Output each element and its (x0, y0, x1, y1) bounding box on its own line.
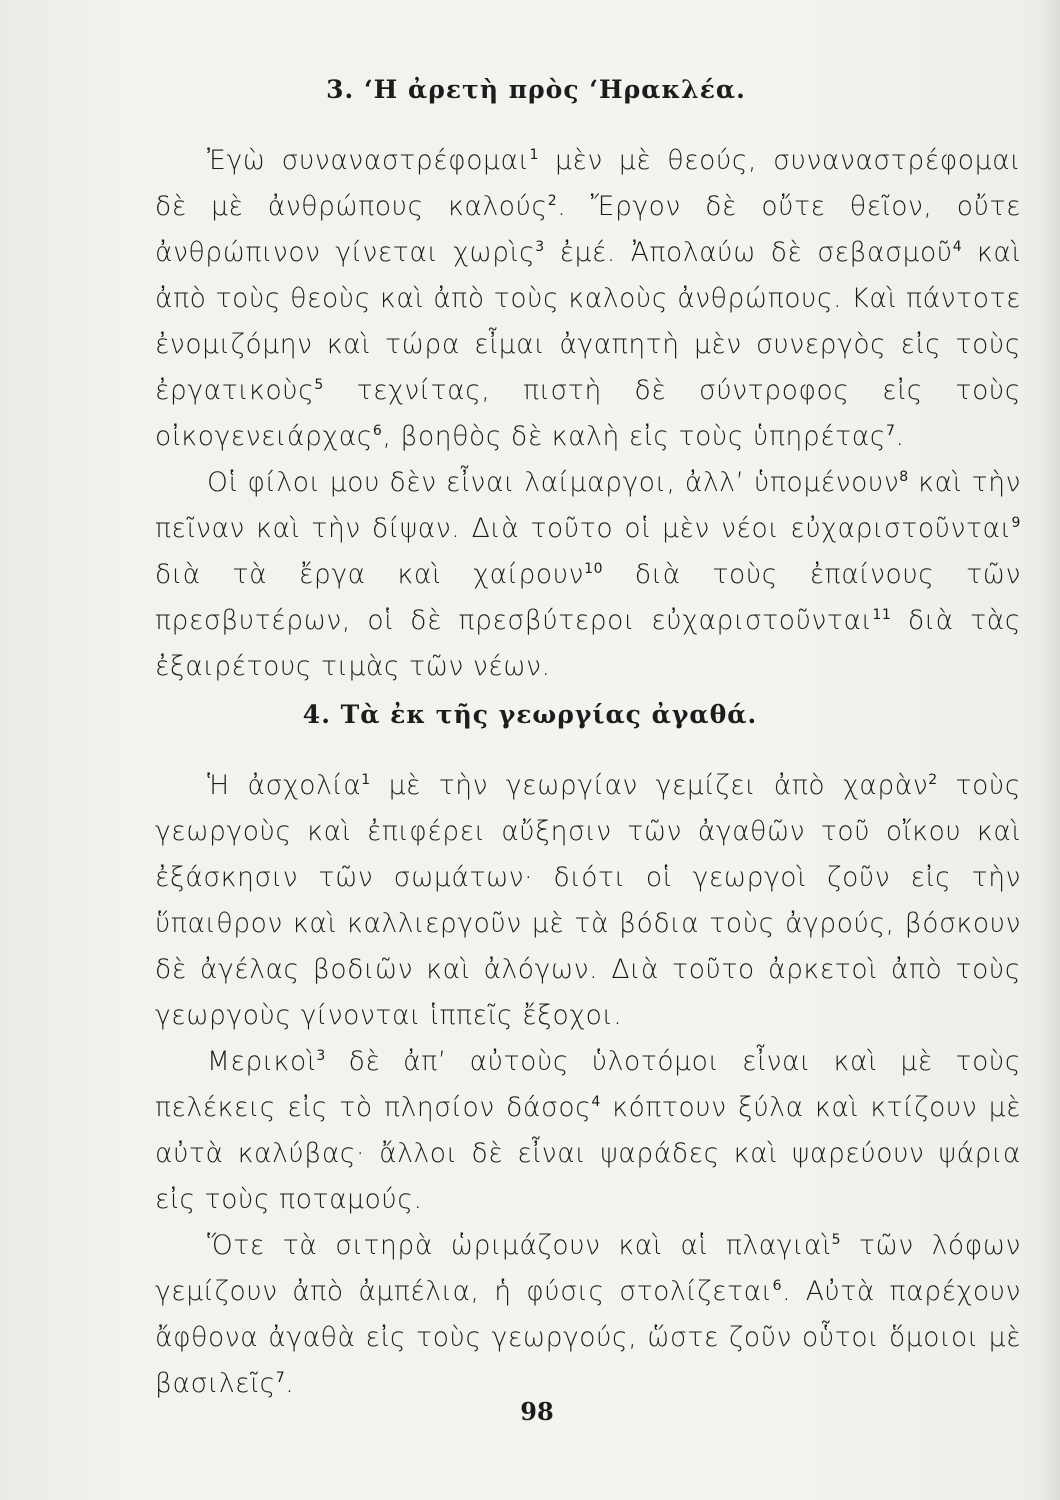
text-run: μὲν μὲ θεούς, συναναστρέφομαι δὲ μὲ ἀνθρώπους καλούς (155, 145, 1021, 222)
text-run: διὰ τὰ ἔργα καὶ χαίρουν (155, 559, 585, 590)
text-run: μὲ τὴν γεωργίαν γεμίζει ἀπὸ χαρὰν (370, 770, 929, 801)
footnote-marker: 7 (886, 423, 896, 440)
footnote-marker: 4 (591, 1094, 601, 1111)
paragraph (155, 1223, 1021, 1407)
text-run: τοὺς γεωργοὺς καὶ ἐπιφέρει αὔξησιν τῶν ἀγαθῶν τοῦ οἴκου καὶ ἐξάσκησιν τῶν σωμάτων· διότι οἱ γεωργοὶ ζοῦν εἰς τὴν ὕπαιθρον καὶ καλλιεργοῦν μὲ τὰ βόδια τοὺς ἀγρούς, βόσκουν δὲ ἀγέλας βοδιῶν καὶ ἀλόγων. Διὰ τοῦτο ἀρκετοὶ ἀπὸ τοὺς γεωργοὺς γίνονται ἱππεῖς ἔξοχοι. (155, 770, 1021, 1031)
paragraph (155, 138, 1021, 460)
footnote-marker: 3 (316, 1048, 326, 1065)
paragraph (155, 460, 1021, 690)
text-run: ἐμέ. Ἀπολαύω δὲ σεβασμοῦ (544, 237, 953, 268)
text-run: , βοηθὸς δὲ καλὴ εἰς τοὺς ὑπηρέτας (382, 421, 887, 452)
text-run: . (895, 421, 905, 452)
footnote-marker: 10 (584, 561, 604, 578)
footnote-marker: 2 (547, 193, 558, 210)
text-run: καὶ τὴν πεῖναν καὶ τὴν δίψαν. Διὰ τοῦτο οἱ μὲν νέοι εὐχαριστοῦνται (155, 467, 1021, 544)
text-run: τεχνίτας, πιστὴ δὲ σύντροφος εἰς τοὺς οἰκογενειάρχας (155, 375, 1021, 452)
text-run: . Ἔργον δὲ οὔτε θεῖον, οὔτε ἀνθρώπινον γίνεται χωρὶς (155, 191, 1021, 268)
footnote-marker: 5 (831, 1232, 842, 1249)
footnote-marker: 3 (535, 239, 545, 256)
page-edge-shadow (1038, 0, 1060, 1500)
footnote-marker: 11 (872, 607, 892, 624)
text-run: Ἡ ἀσχολία (207, 770, 362, 801)
text-run: Οἱ φίλοι μου δὲν εἶναι λαίμαργοι, ἀλλ’ ὑπομένουν (207, 467, 900, 498)
text-run: καὶ ἀπὸ τοὺς θεοὺς καὶ ἀπὸ τοὺς καλοὺς ἀνθρώπους. Καὶ πάντοτε ἐνομιζόμην καὶ τώρα εἶμαι ἀγαπητὴ μὲν συνεργὸς εἰς τοὺς ἐργατικοὺς (155, 237, 1022, 406)
text-run: Μερικοὶ (207, 1046, 317, 1077)
section-body-4 (155, 763, 1021, 1407)
text-run: δὲ ἀπ’ αὐτοὺς ὑλοτόμοι εἶναι καὶ μὲ τοὺς πελέκεις εἰς τὸ πλησίον δάσος (155, 1046, 1021, 1123)
text-run: . Αὐτὰ παρέχουν ἄφθονα ἀγαθὰ εἰς τοὺς γεωργούς, ὥστε ζοῦν οὗτοι ὅμοιοι μὲ βασιλεῖς (155, 1276, 1021, 1399)
section-title-3: 3. ‘Η ἀρετὴ πρὸς ‘Ηρακλέα. (326, 75, 746, 104)
footnote-marker: 1 (529, 147, 539, 164)
section-title-4: 4. Τὰ ἐκ τῆς γεωργίας ἀγαθά. (302, 700, 758, 729)
footnote-marker: 1 (361, 772, 371, 789)
footnote-marker: 9 (1011, 515, 1021, 532)
text-run: . (285, 1368, 295, 1399)
footnote-marker: 4 (952, 239, 963, 256)
footnote-marker: 8 (899, 469, 909, 486)
paragraph (155, 1039, 1021, 1223)
text-run: διὰ τὰς ἐξαιρέτους τιμὰς τῶν νέων. (155, 605, 1021, 682)
text-run: Ἐγὼ συναναστρέφομαι (207, 145, 530, 176)
text-run: διὰ τοὺς ἐπαίνους τῶν πρεσβυτέρων, οἱ δὲ πρεσβύτεροι εὐχαριστοῦνται (155, 559, 1021, 636)
paragraph (155, 763, 1021, 1039)
footnote-marker: 5 (314, 377, 324, 394)
page-number: 98 (520, 1397, 554, 1426)
text-run: κόπτουν ξύλα καὶ κτίζουν μὲ αὐτὰ καλύβας· ἄλλοι δὲ εἶναι ψαράδες καὶ ψαρεύουν ψάρια εἰς τοὺς ποταμούς. (155, 1092, 1022, 1215)
text-run: Ὅτε τὰ σιτηρὰ ὡριμάζουν καὶ αἱ πλαγιαὶ (207, 1230, 832, 1261)
section-body-3 (155, 138, 1021, 690)
text-run: τῶν λόφων γεμίζουν ἀπὸ ἀμπέλια, ἡ φύσις στολίζεται (155, 1230, 1021, 1307)
footnote-marker: 6 (372, 423, 383, 440)
footnote-marker: 7 (275, 1370, 286, 1387)
footnote-marker: 2 (928, 772, 938, 789)
footnote-marker: 6 (772, 1278, 783, 1295)
